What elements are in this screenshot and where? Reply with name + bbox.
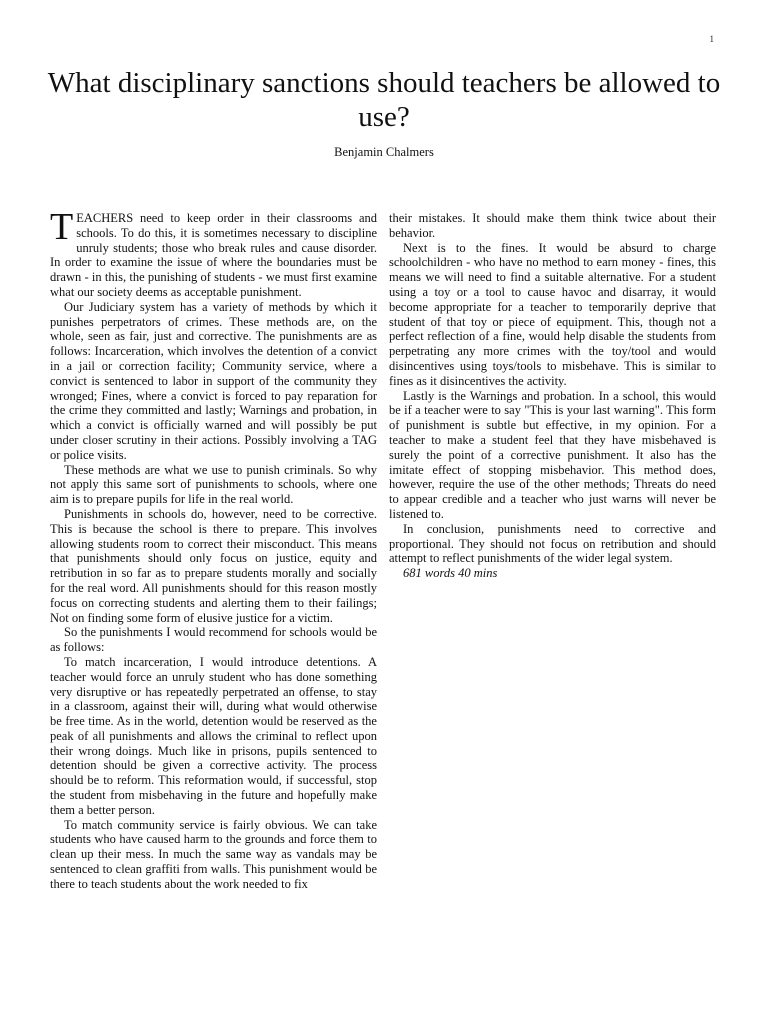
- paragraph-recommend: So the punishments I would recommend for schools would be as follows:: [50, 625, 377, 655]
- left-column: [50, 206, 377, 892]
- paragraph-detention: To match incarceration, I would introduce detentions. A teacher would force an unruly student who has done something very disruptive or has repeatedly perpetrated an offense, to stay in a classroom, against their will, during what would otherwise be free time. As in the world, detention would be reserved as the peak of all punishments and allows the criminal to reflect upon their wrong doings. Much like in prisons, pupils sentenced to detention should be given a corrective activity. The process should be to reform. This reformation would, if successful, stop the student from misbehaving in the future and hopefully make them a better person.: [50, 654, 377, 817]
- paragraph-methods: These methods are what we use to punish criminals. So why not apply this same sort of punishments to schools, where one aim is to prepare pupils for life in the real world.: [50, 462, 377, 507]
- page-number: 1: [709, 34, 714, 44]
- paragraph-judiciary: Our Judiciary system has a variety of methods by which it punishes perpetrators of crimes. These methods are, on the whole, seen as fair, just and corrective. The punishments are as follows: Incarceration, which involves the detention of a convict in a jail or correction facility; Community service, where a convict is sentenced to labor in support of the community they wronged; Fines, where a convict is forced to pay reparation for the crime they committed and lastly; Warnings and probation, in which a convict is officially warned and will possibly be put under closer scrutiny in their actions. Possibly involving a TAG or police visits.: [50, 299, 377, 462]
- paragraph-fines: Next is to the fines. It would be absurd to charge schoolchildren - who have no method to earn money - fines, this means we will need to find a suitable alternative. For a student using a toy or a tool to cause havoc and disarray, it would become appropriate for a teacher to temporarily deprive that student of that toy or piece of equipment. This, though not a perfect reflection of a fine, would help disable the students from perpetrating any more crimes with the toy/tool and would disincentives using toys/tools to misbehave. This is similar to fines as it disincentives the activity.: [389, 240, 716, 388]
- paragraph-warnings: Lastly is the Warnings and probation. In a school, this would be if a teacher were to say "This is your last warning". This form of punishment is subtle but effective, in my opinion. For a teacher to make a student feel that they have misbehaved is surely the point of a corrective punishment. It also has the imitate effect of stopping misbehavior. This method does, however, require the use of the other methods; Threats do need to appear credible and a teacher who just warns will never be listened to.: [389, 388, 716, 521]
- opening-paragraph: [50, 206, 377, 300]
- paragraph-corrective: Punishments in schools do, however, need to be corrective. This is because the school is there to prepare. This involves allowing students room to correct their misconduct. This means that punishments should only focus on justice, equity and retribution in so far as to prepare students morally and socially for the real word. All punishments should for this reason mostly focus on correcting students and alerting them to their failings; Not on finding some form of elusive justice for a victim.: [50, 506, 377, 625]
- paragraph-community-service: To match community service is fairly obvious. We can take students who have caused harm to the grounds and force them to clean up their mess. In much the same way as vandals may be sentenced to clean graffiti from walls. This punishment would be there to teach students about the work needed to fix: [50, 817, 377, 891]
- continuation-paragraph: their mistakes. It should make them think twice about their behavior.: [389, 211, 716, 240]
- drop-cap: T: [50, 206, 74, 248]
- right-column: [389, 211, 716, 581]
- essay-title: What disciplinary sanctions should teachers be allowed to use?: [47, 67, 721, 133]
- word-count-note: 681 words 40 mins: [403, 566, 498, 581]
- author-name: Benjamin Chalmers: [334, 145, 434, 159]
- paragraph-conclusion: In conclusion, punishments need to corrective and proportional. They should not focus on retribution and should attempt to reflect punishments of the wider legal system.: [389, 521, 716, 566]
- opening-paragraph-text: EACHERS need to keep order in their classrooms and schools. To do this, it is sometimes necessary to discipline unruly students; those who break rules and cause disorder. In order to examine the issue of where the boundaries must be drawn - in this, the punishing of students - we must first examine what our society deems as acceptable punishment.: [50, 211, 377, 299]
